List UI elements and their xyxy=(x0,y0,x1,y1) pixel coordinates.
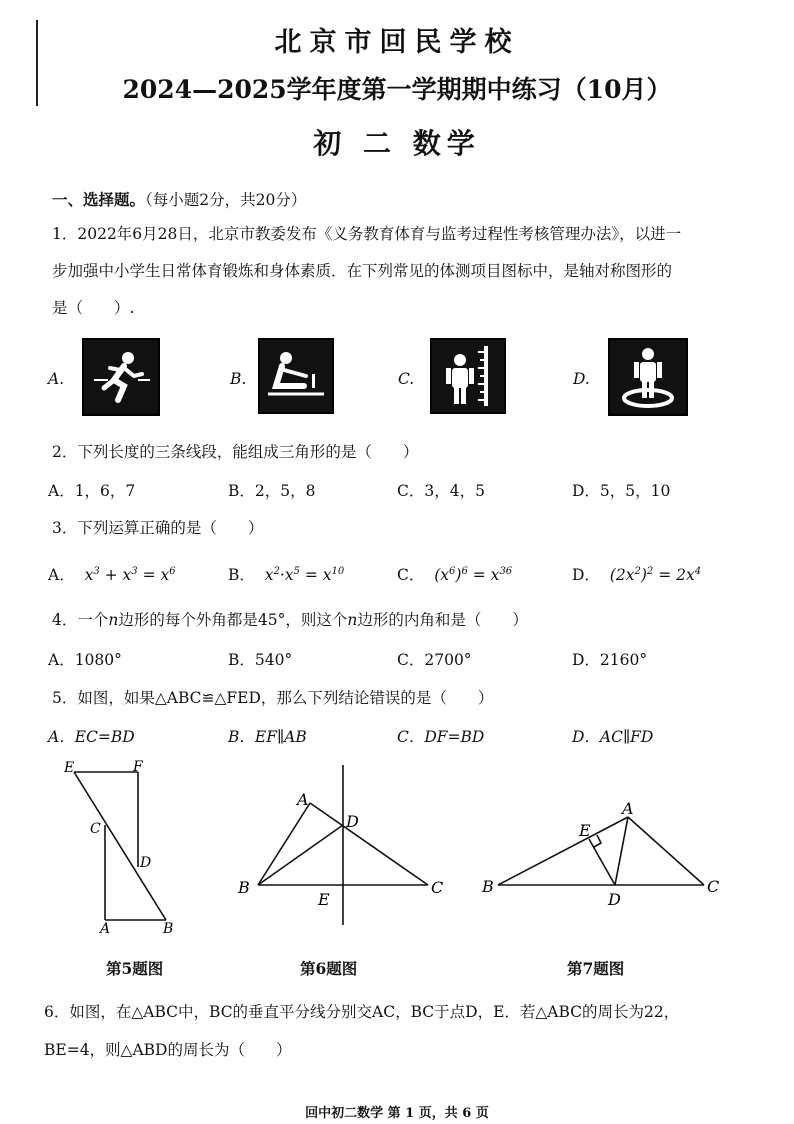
figure-7 xyxy=(498,817,704,885)
q1-option-b-label: B. xyxy=(230,370,247,388)
q3-option-d: D． $(2x^2)^2 = 2x^4$ xyxy=(572,565,702,584)
q4-option-d: D．2160° xyxy=(572,651,648,669)
fig6-point: B xyxy=(238,878,250,897)
q6-line2: BE=4，则△ABD的周长为（ ） xyxy=(44,1041,292,1059)
q3-a-expr: $x^3 + x^3 = x^6$ xyxy=(79,565,176,584)
q6-line1: 6．如图，在△ABC中，BC的垂直平分线分别交AC，BC于点D，E．若△ABC的周长为22， xyxy=(44,1003,680,1021)
fig5-point: B xyxy=(163,921,174,937)
fig5-point: E xyxy=(64,760,75,776)
q5-option-a: A．EC=BD xyxy=(48,728,135,746)
fig7-point: C xyxy=(707,877,720,896)
q1-option-a-label: A. xyxy=(48,370,65,388)
subject-title: 初 二 数学 xyxy=(313,127,481,160)
fig5-point: A xyxy=(100,921,111,937)
section-heading: 一、选择题。（每小题2分，共20分） xyxy=(52,190,307,209)
q3-option-a: A． $x^3 + x^3 = x^6$ xyxy=(48,565,176,584)
figure-6 xyxy=(258,765,428,925)
q5-stem: 5．如图，如果△ABC≌△FED，那么下列结论错误的是（ ） xyxy=(52,689,494,707)
fig6-point: E xyxy=(318,890,330,909)
q5-option-d: D．AC∥FD xyxy=(572,728,654,746)
fig7-point: D xyxy=(608,890,621,909)
q2-option-d: D．5，5，10 xyxy=(572,482,671,500)
q4-stem: 4．一个n边形的每个外角都是45°，则这个n边形的内角和是（ ） xyxy=(52,611,528,629)
school-title: 北京市回民学校 xyxy=(274,27,520,58)
fig6-point: A xyxy=(297,790,309,809)
fig7-caption: 第7题图 xyxy=(567,959,625,978)
q2-option-b: B．2，5，8 xyxy=(228,482,316,500)
figures-area xyxy=(0,755,794,945)
fig7-point: B xyxy=(482,877,494,896)
q4-option-b: B．540° xyxy=(228,651,293,669)
q3-option-c: C． $(x^6)^6 = x^{36}$ xyxy=(397,565,513,584)
q4-option-a: A．1080° xyxy=(48,651,122,669)
q3-option-b: B． $x^2\cdot x^5 = x^{10}$ xyxy=(228,565,345,584)
fig6-caption: 第6题图 xyxy=(300,959,358,978)
page-footer: 回中初二数学 第 1 页，共 6 页 xyxy=(305,1106,489,1121)
q4-option-c: C．2700° xyxy=(397,651,472,669)
fig5-point: D xyxy=(140,855,152,871)
q3-stem: 3．下列运算正确的是（ ） xyxy=(52,519,264,537)
q1-line1: 1．2022年6月28日，北京市教委发布《义务教育体育与监考过程性考核管理办法》，以进一 xyxy=(52,225,682,243)
height-measure-icon xyxy=(430,338,506,414)
q2-option-c: C．3，4，5 xyxy=(397,482,485,500)
q3-c-expr: $(x^6)^6 = x^{36}$ xyxy=(429,565,513,584)
q1-line2: 步加强中小学生日常体育锻炼和身体素质．在下列常见的体测项目图标中，是轴对称图形的 xyxy=(52,262,673,280)
fig5-caption: 第5题图 xyxy=(106,959,164,978)
q1-line3: 是（ ）. xyxy=(52,299,135,317)
fig6-point: D xyxy=(346,812,359,831)
q3-d-expr: $(2x^2)^2 = 2x^4$ xyxy=(604,565,702,584)
figure-5 xyxy=(74,772,166,920)
q1-option-c-label: C. xyxy=(398,370,415,388)
q5-option-c: C．DF=BD xyxy=(397,728,485,746)
q5-option-b: B．EF∥AB xyxy=(228,728,307,746)
q2-option-a: A．1，6，7 xyxy=(48,482,136,500)
q3-b-expr: $x^2\cdot x^5 = x^{10}$ xyxy=(259,565,345,584)
fig7-point: E xyxy=(579,821,591,840)
fig5-point: F xyxy=(133,759,143,775)
fig6-point: C xyxy=(431,878,444,897)
exam-title: 2024—2025学年度第一学期期中练习（10月） xyxy=(122,75,672,104)
sit-and-reach-icon xyxy=(258,338,334,414)
running-icon xyxy=(82,338,160,416)
fig5-point: C xyxy=(90,821,101,837)
q1-option-d-label: D. xyxy=(573,370,590,388)
fig7-point: A xyxy=(622,799,634,818)
q2-stem: 2．下列长度的三条线段，能组成三角形的是（ ） xyxy=(52,443,419,461)
standing-jump-icon xyxy=(608,338,688,416)
